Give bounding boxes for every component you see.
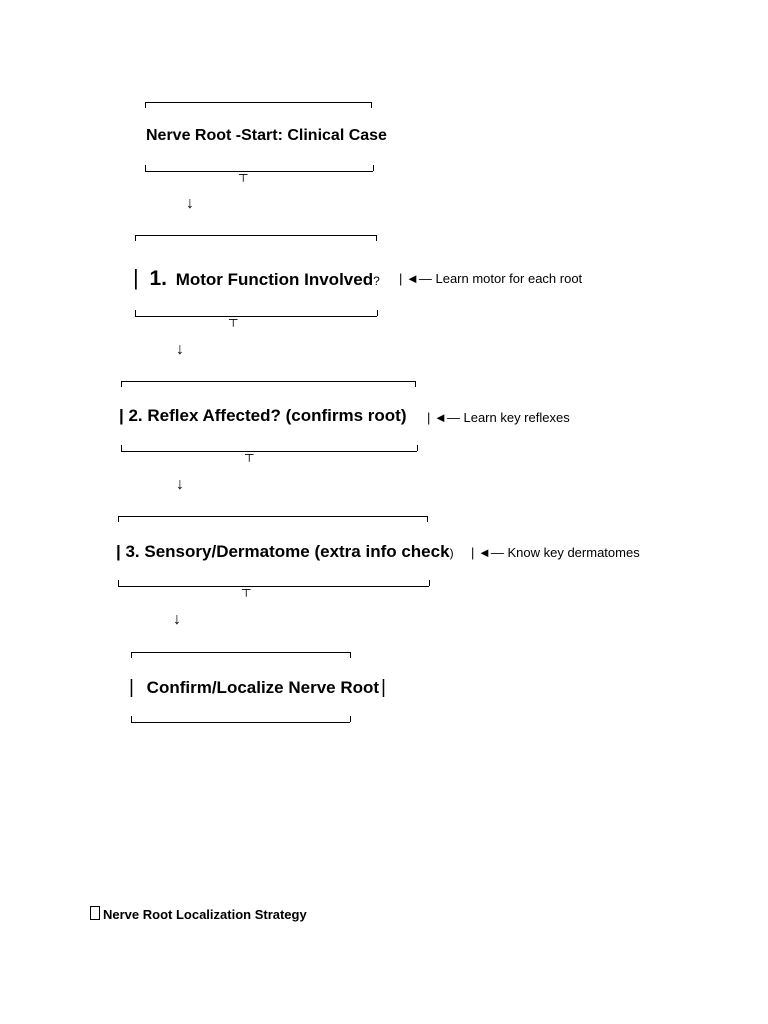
footer-title: Nerve Root Localization Strategy [103,907,307,922]
step1-box-connector: ┬ [229,312,238,326]
step1-box-top-right-corner [376,235,377,241]
step3-box-top-border [118,516,427,517]
step2-box-top-border [121,381,415,382]
start-box-bottom-left-corner [145,165,146,171]
step2-note [427,410,570,425]
step2-box-bottom-left-corner [121,445,122,451]
start-box-bottom-right-corner [373,165,374,171]
start-box-connector: ┬ [239,167,248,181]
step2-label: | 2. Reflex Affected? (confirms root) [119,406,407,425]
step2-box-bottom-right-corner [417,445,418,451]
end-right-bar: | [381,677,386,698]
step1-note-text: Learn motor for each root [435,271,583,286]
start-box-top-left-corner [145,102,146,108]
step3-note [471,545,640,560]
end-box-bottom-border [131,722,350,723]
step3-note-text: Know key dermatomes [507,545,640,560]
step3-box-bottom-right-corner [429,580,430,586]
footer-caption [90,906,307,922]
step1-box-bottom-border [135,316,377,317]
step1-box-bottom-left-corner [135,310,136,316]
step1-box-top-border [135,235,376,236]
start-box-top-border [145,102,371,103]
step3-suffix: ) [449,546,454,560]
end-box-bottom-left-corner [131,716,132,722]
end-box-top-left-corner [131,652,132,658]
step1-box-top-left-corner [135,235,136,241]
step2-note-pointer: | ◄— [427,410,460,425]
step1-note-pointer: | ◄— [399,271,432,286]
step3-box-connector: ┬ [242,582,251,596]
step2-box-bottom-border [121,451,417,452]
end-box-bottom-right-corner [350,716,351,722]
step3-box-top-right-corner [427,516,428,522]
step3-box-bottom-left-corner [118,580,119,586]
start-box-label: Nerve Root -Start: Clinical Case [146,127,387,144]
arrow-down-icon: ↓ [173,611,181,628]
step2-box-connector: ┬ [245,447,254,461]
step1-text: Motor Function Involved [175,270,374,289]
step1-box-bottom-right-corner [377,310,378,316]
end-text: Confirm/Localize Nerve Root [146,678,380,697]
step1-number: 1. [149,267,167,290]
step3-box-bottom-border [118,586,429,587]
step3-label [116,542,454,562]
arrow-down-icon: ↓ [176,341,184,358]
start-box-top-right-corner [371,102,372,108]
step1-left-bar: | [133,265,139,290]
start-box-bottom-border [145,171,373,172]
step3-note-pointer: | ◄— [471,545,504,560]
end-box-top-border [131,652,350,653]
end-box-top-right-corner [350,652,351,658]
step2-box-top-right-corner [415,381,416,387]
step1-note [399,271,582,286]
missing-glyph-icon [90,906,100,920]
end-left-bar: | [129,677,134,698]
step3-box-top-left-corner [118,516,119,522]
step2-note-text: Learn key reflexes [463,410,570,425]
end-label [129,677,386,699]
step2-box-top-left-corner [121,381,122,387]
step1-label [133,265,380,291]
step3-text: | 3. Sensory/Dermatome (extra info check [116,542,450,561]
arrow-down-icon: ↓ [176,476,184,493]
step1-suffix: ? [373,274,380,288]
arrow-down-icon: ↓ [186,195,194,212]
